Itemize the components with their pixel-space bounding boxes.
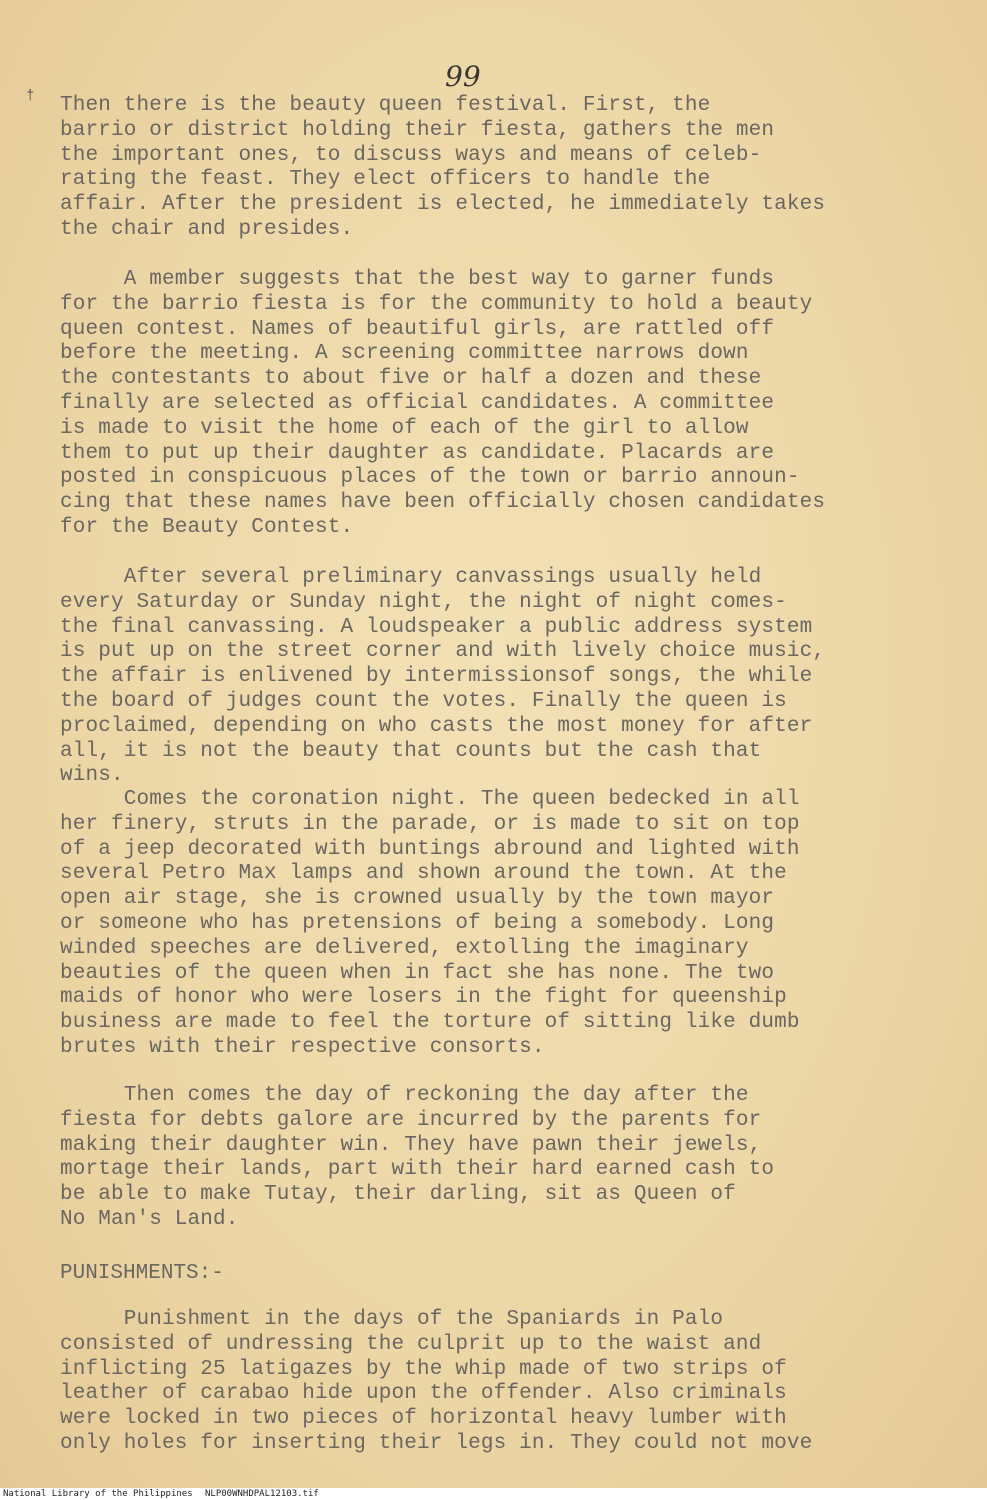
- paragraph-canvassing: After several preliminary canvassings usually held every Saturday or Sunday night, the night of night comes- the final canvassing. A loudspeaker a public address system is put up on the street corner and with lively choice music, the affair is enlivened by intermissionsof songs, the while the board of judges count the votes. Finally the queen is proclaimed, depending on who casts the most money for after all, it is not the beauty that counts but the cash that wins.: [60, 566, 826, 788]
- paragraph-coronation: Comes the coronation night. The queen bedecked in all her finery, struts in the parade, or is made to sit on top of a jeep decorated with buntings abround and lighted with several Petro Max lamps and shown around the town. At the open air stage, she is crowned usually by the town mayor or someone who has pretensions of being a somebody. Long winded speeches are delivered, extolling the imaginary beauties of the queen when in fact she has none. The two maids of honor who were losers in the fight for queenship business are made to feel the torture of sitting like dumb brutes with their respective consorts.: [60, 788, 800, 1059]
- margin-mark: †: [26, 88, 35, 104]
- section-heading-punishments: PUNISHMENTS:-: [60, 1262, 224, 1285]
- paragraph-committee: A member suggests that the best way to garner funds for the barrio fiesta is for the community to hold a beauty queen contest. Names of beautiful girls, are rattled off before the meeting. A screening committee narrows down the contestants to about five or half a dozen and these finally are selected as official candidates. A committee is made to visit the home of each of the girl to allow them to put up their daughter as candidate. Placards are posted in conspicuous places of the town or barrio announ- cing that these names have been officially chosen candidates for the Beauty Contest.: [60, 268, 826, 539]
- footer-library-name: National Library of the Philippines: [3, 1489, 193, 1499]
- paragraph-punishment: Punishment in the days of the Spaniards in Palo consisted of undressing the culprit up to the waist and inflicting 25 latigazes by the whip made of two strips of leather of carabao hide upon the offender. Also criminals were locked in two pieces of horizontal heavy lumber with only holes for inserting their legs in. They could not move: [60, 1308, 813, 1455]
- paragraph-reckoning: Then comes the day of reckoning the day after the fiesta for debts galore are incurred by the parents for making their daughter win. They have pawn their jewels, mortage their lands, part with their hard earned cash to be able to make Tutay, their darling, sit as Queen of No Man's Land.: [60, 1084, 775, 1231]
- footer-filename: NLP00WNHDPAL12103.tif: [205, 1489, 319, 1499]
- paragraph-beauty-queen-intro: Then there is the beauty queen festival. First, the barrio or district holding their fiesta, gathers the men the important ones, to discuss ways and means of celeb- rating the feast. They elect officers to handle the affair. After the president is elected, he immediately takes the chair and presides.: [60, 94, 826, 241]
- footer-bar: [0, 1488, 987, 1500]
- page-number: 99: [445, 60, 481, 93]
